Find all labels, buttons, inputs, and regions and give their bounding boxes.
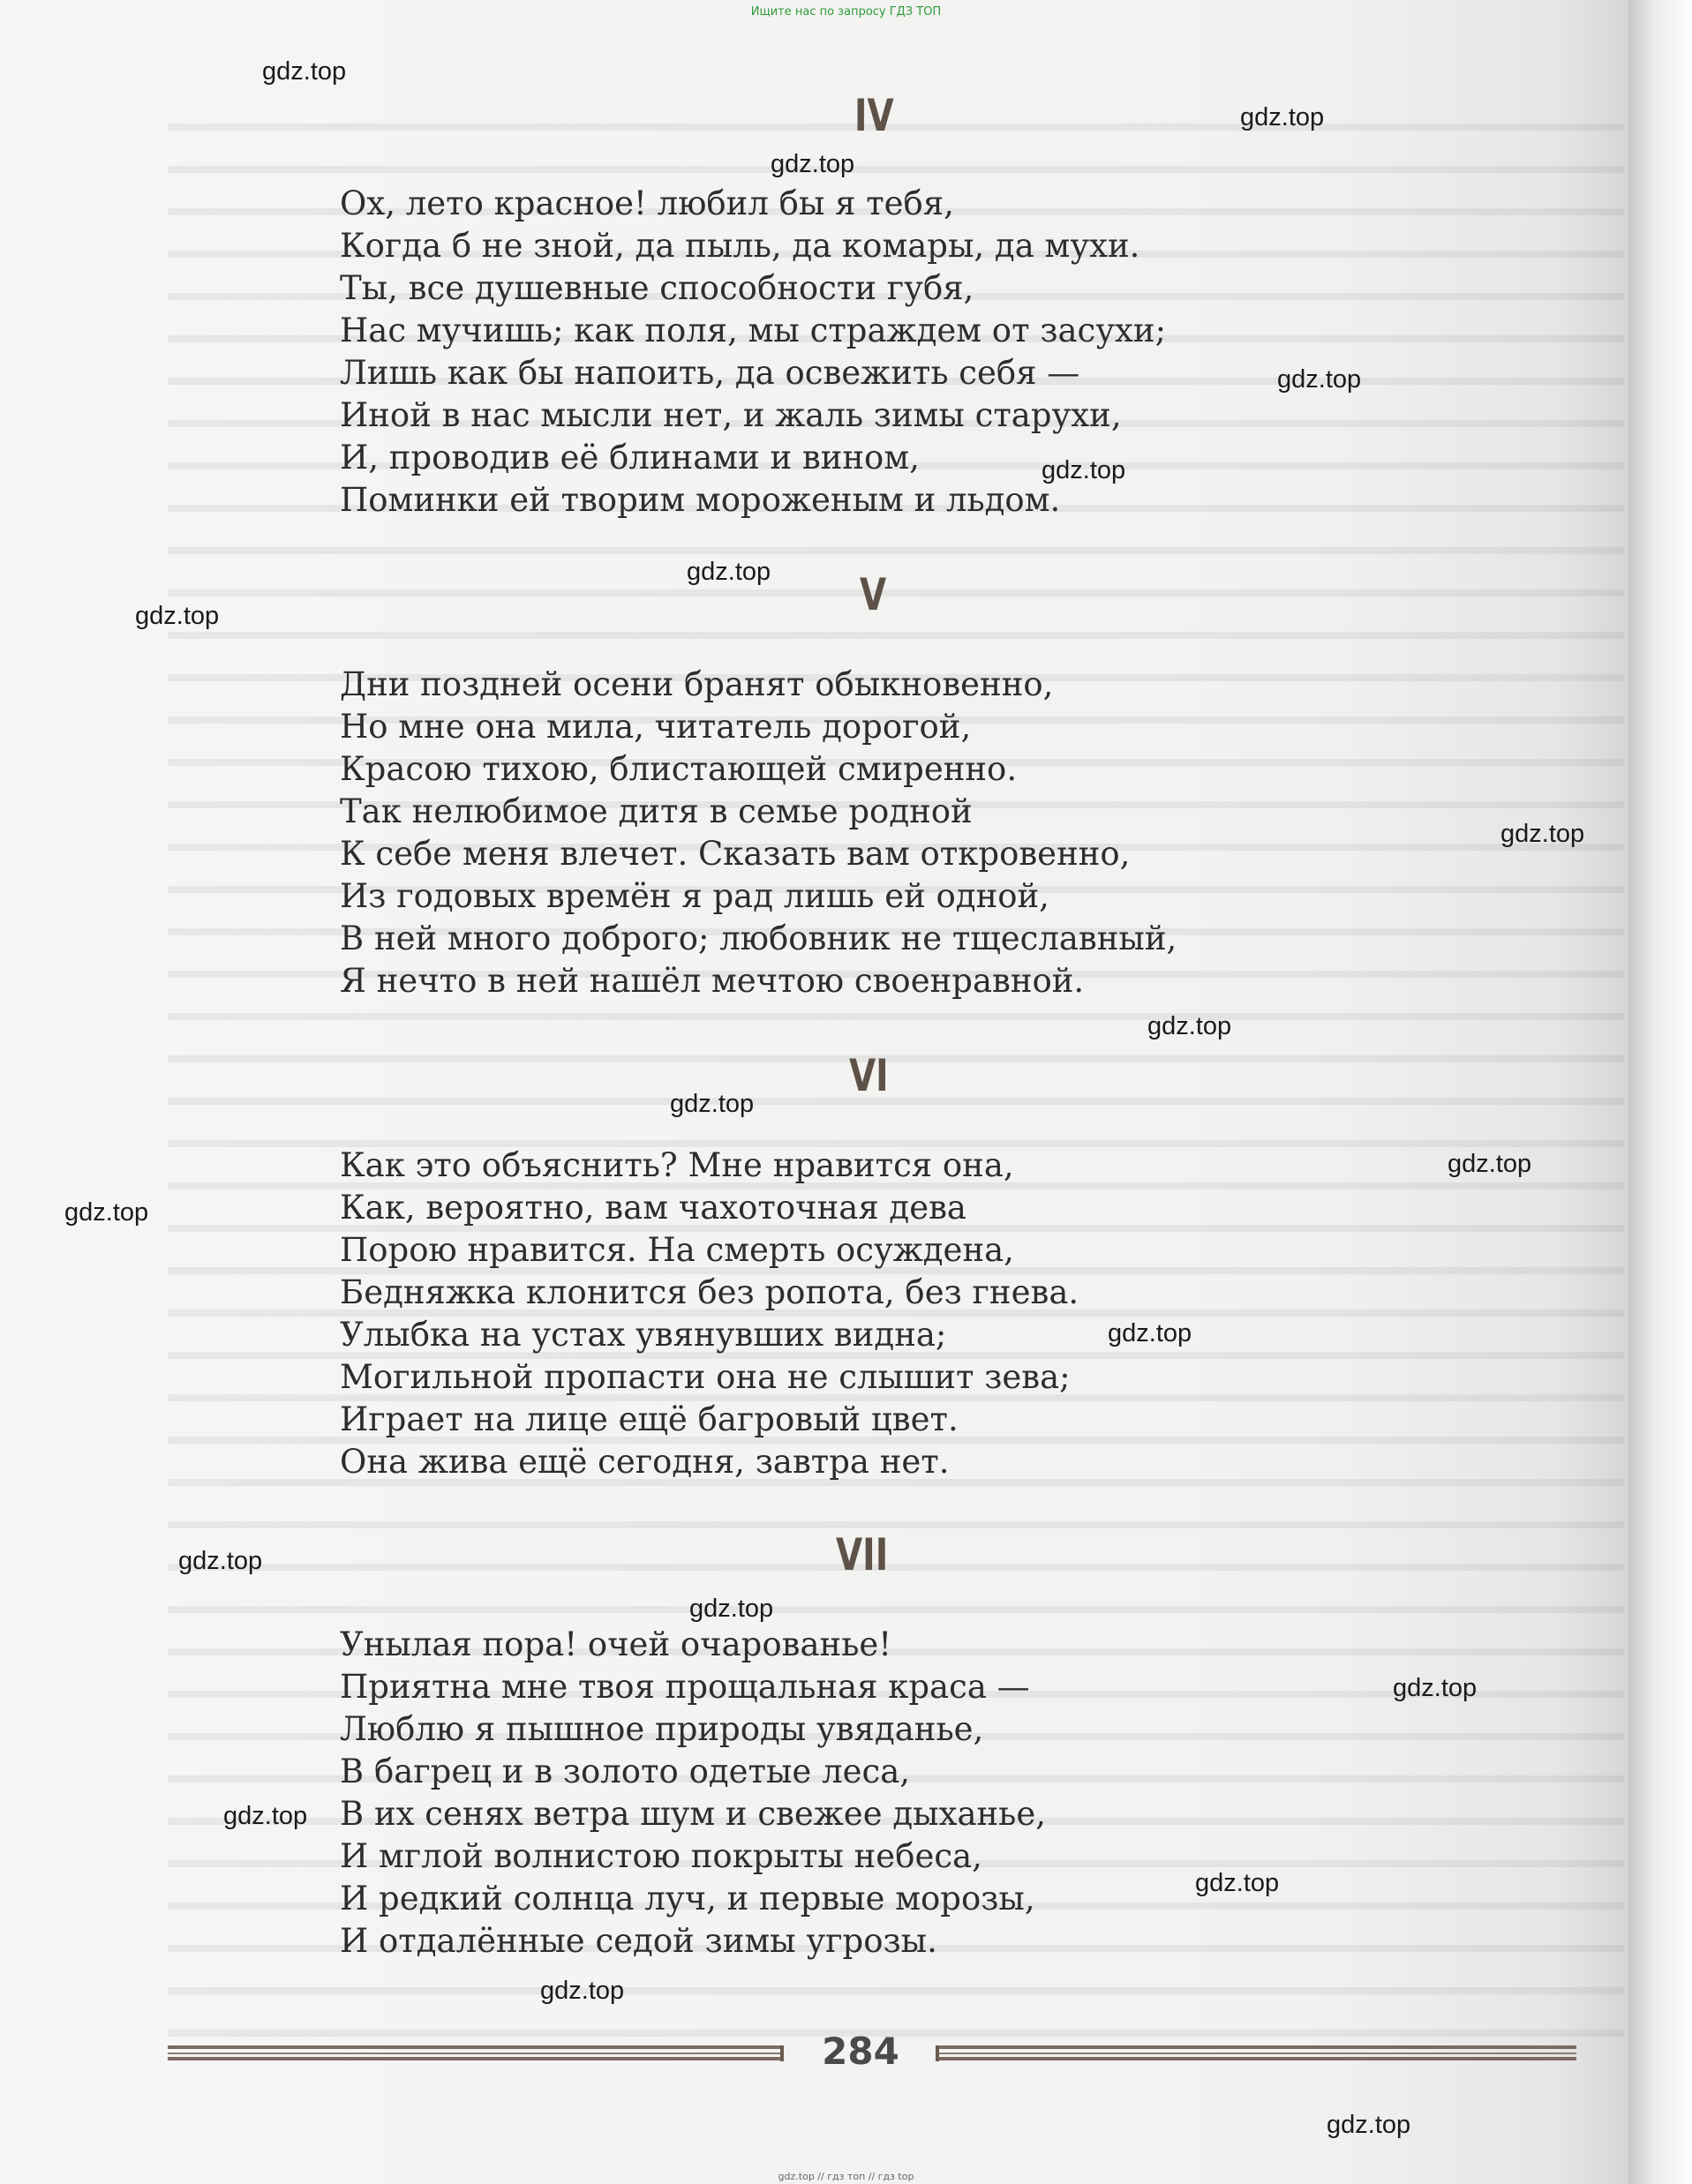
watermark: gdz.top [540,1977,625,2005]
poem-line: Могильной пропасти она не слышит зева; [340,1358,1071,1396]
poem-line: Иной в нас мысли нет, и жаль зимы старухи, [340,396,1122,434]
poem-line: Из годовых времён я рад лишь ей одной, [340,877,1049,915]
poem-line: И мглой волнистою покрыты небеса, [340,1837,982,1875]
watermark: gdz.top [1240,103,1325,131]
poem-line: Так нелюбимое дитя в семье родной [340,792,973,830]
poem-line: Она жива ещё сегодня, завтра нет. [340,1443,950,1481]
poem-line: Я нечто в ней нашёл мечтою своенравной. [340,962,1085,1000]
poem-line: В ней много доброго; любовник не тщеславный, [340,919,1177,957]
poem-line: Как это объяснить? Мне нравится она, [340,1146,1014,1184]
poem-line: Лишь как бы напоить, да освежить себя — [340,354,1080,392]
stanza-v [340,664,1177,1002]
watermark: gdz.top [223,1802,308,1830]
watermark: gdz.top [689,1595,774,1623]
watermark: gdz.top [1042,456,1126,484]
poem-line: Но мне она мила, читатель дорогой, [340,708,972,746]
watermark: gdz.top [1500,820,1585,848]
watermark: gdz.top [1393,1674,1478,1702]
footer-rule-cap [780,2045,784,2061]
watermark: gdz.top [1448,1150,1532,1178]
page-binding-shadow [1628,0,1692,2184]
poem-line: В багрец и в золото одетые леса, [340,1752,911,1790]
poem-line: И отдалённые седой зимы угрозы. [340,1922,937,1960]
poem-line: Унылая пора! очей очарованье! [340,1625,892,1663]
poem-line: Поминки ей творим мороженым и льдом. [340,481,1061,519]
poem-line: И, проводив её блинами и вином, [340,439,920,477]
poem-line: И редкий солнца луч, и первые морозы, [340,1880,1035,1918]
poem-line: Приятна мне твоя прощальная краса — [340,1668,1030,1706]
stanza-numeral: V [860,569,887,620]
poem-line: Когда б не зной, да пыль, да комары, да мухи. [340,227,1140,265]
poem-line: Играет на лице ещё багровый цвет. [340,1400,959,1438]
footer-rule-right [939,2045,1576,2061]
stanza-vii [340,1624,1046,1963]
top-banner[interactable]: Ищите нас по запросу ГДЗ ТОП [750,5,942,19]
watermark: gdz.top [1147,1012,1232,1040]
watermark: gdz.top [178,1547,263,1575]
poem-line: Порою нравится. На смерть осуждена, [340,1231,1014,1269]
watermark: gdz.top [1277,365,1362,394]
poem-line: Люблю я пышное природы увяданье, [340,1710,984,1748]
poem-line: Улыбка на устах увянувших видна; [340,1316,947,1354]
watermark: gdz.top [262,57,347,86]
poem-line: Как, вероятно, вам чахоточная дева [340,1189,966,1227]
poem-line: К себе меня влечет. Сказать вам откровенно, [340,835,1131,873]
stanza-vi [340,1145,1079,1483]
watermark: gdz.top [64,1198,149,1227]
poem-line: Бедняжка клонится без ропота, без гнева. [340,1273,1079,1311]
watermark: gdz.top [670,1090,755,1118]
watermark: gdz.top [1195,1869,1280,1897]
stanza-numeral: VII [836,1529,889,1580]
watermark: gdz.top [771,150,855,178]
poem-line: Дни поздней осени бранят обыкновенно, [340,665,1054,703]
watermark: gdz.top [687,558,771,586]
bottom-banner[interactable]: gdz.top // гдз топ // гдз top [778,2171,914,2182]
poem-line: Ты, все душевные способности губя, [340,269,974,307]
page-number: 284 [822,2030,899,2073]
watermark: gdz.top [135,602,220,630]
poem-line: Красою тихою, блистающей смиренно. [340,750,1018,788]
watermark: gdz.top [1327,2111,1411,2139]
stanza-numeral: VI [849,1050,889,1101]
stanza-numeral: IV [854,90,894,141]
watermark: gdz.top [1108,1319,1192,1347]
poem-line: Ох, лето красное! любил бы я тебя, [340,184,954,222]
poem-line: В их сенях ветра шум и свежее дыханье, [340,1795,1046,1833]
footer-rule-left [168,2045,784,2061]
poem-line: Нас мучишь; как поля, мы страждем от засухи; [340,311,1167,349]
